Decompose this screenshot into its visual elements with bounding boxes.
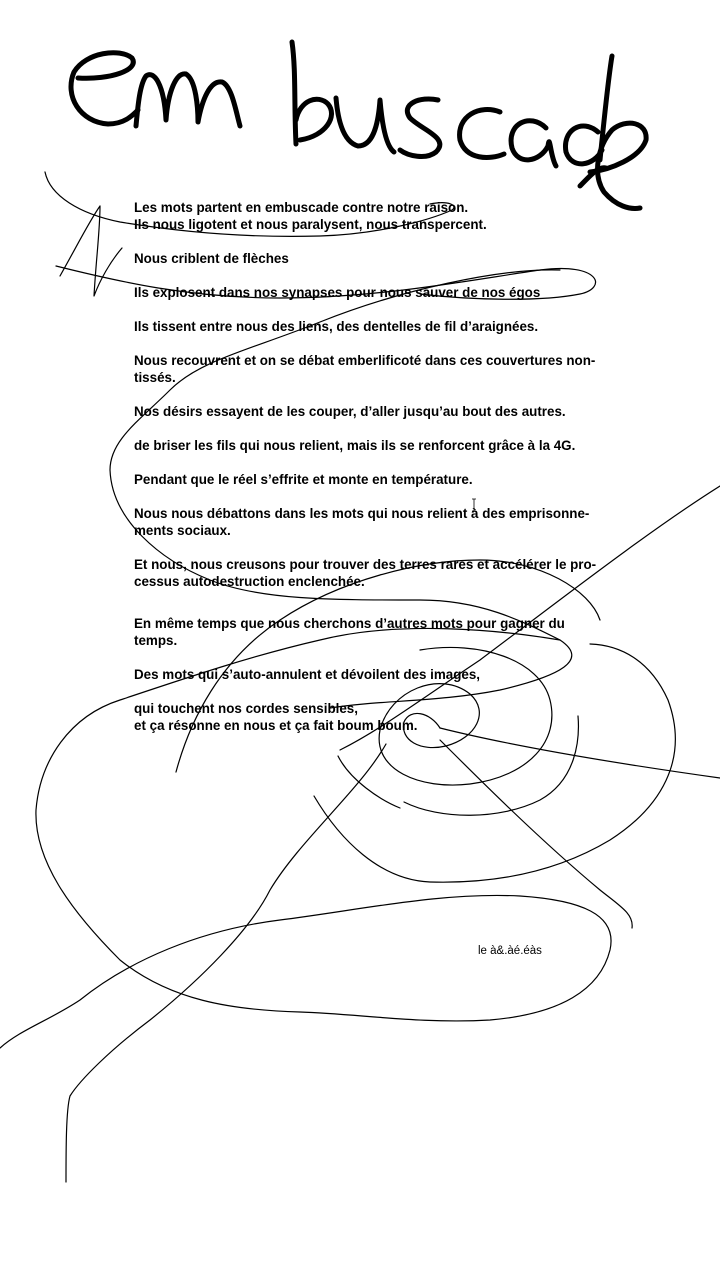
- poem-line: Ils nous ligotent et nous paralysent, nous transpercent.: [134, 217, 487, 232]
- poem-text: [134, 199, 634, 734]
- poem-line: Nous nous débattons dans les mots qui nous relient à des emprisonne-: [134, 506, 590, 521]
- poem-line: Nous criblent de flèches: [134, 251, 289, 266]
- poem-line: temps.: [134, 633, 178, 648]
- poem-line: Nous recouvrent et on se débat emberlificoté dans ces couvertures non-: [134, 353, 596, 368]
- signature: le à&.àé.éàs: [478, 945, 542, 957]
- poem-line: Et nous, nous creusons pour trouver des terres rares et accélérer le pro-: [134, 557, 597, 572]
- poem-line: Les mots partent en embuscade contre notre raison.: [134, 200, 469, 215]
- poem-line: qui touchent nos cordes sensibles,: [134, 701, 358, 716]
- poem-line: Nos désirs essayent de les couper, d’aller jusqu’au bout des autres.: [134, 404, 566, 419]
- poem-line: de briser les fils qui nous relient, mais ils se renforcent grâce à la 4G.: [134, 438, 576, 453]
- handwritten-title: [71, 42, 646, 208]
- poem-line: En même temps que nous cherchons d’autres mots pour gagner du: [134, 616, 565, 631]
- poem-line: ments sociaux.: [134, 523, 231, 538]
- poem-line: tissés.: [134, 370, 176, 385]
- poem-line: Ils tissent entre nous des liens, des dentelles de fil d’araignées.: [134, 319, 539, 334]
- text-cursor-icon: [471, 498, 477, 512]
- poem-line: cessus autodestruction enclenchée.: [134, 574, 365, 589]
- poem-line: Des mots qui s’auto-annulent et dévoilent des images,: [134, 667, 480, 682]
- poem-line: Ils explosent dans nos synapses pour nous sauver de nos égos: [134, 285, 541, 300]
- poem-line: Pendant que le réel s’effrite et monte en température.: [134, 472, 473, 487]
- poem-line: et ça résonne en nous et ça fait boum boum.: [134, 718, 418, 733]
